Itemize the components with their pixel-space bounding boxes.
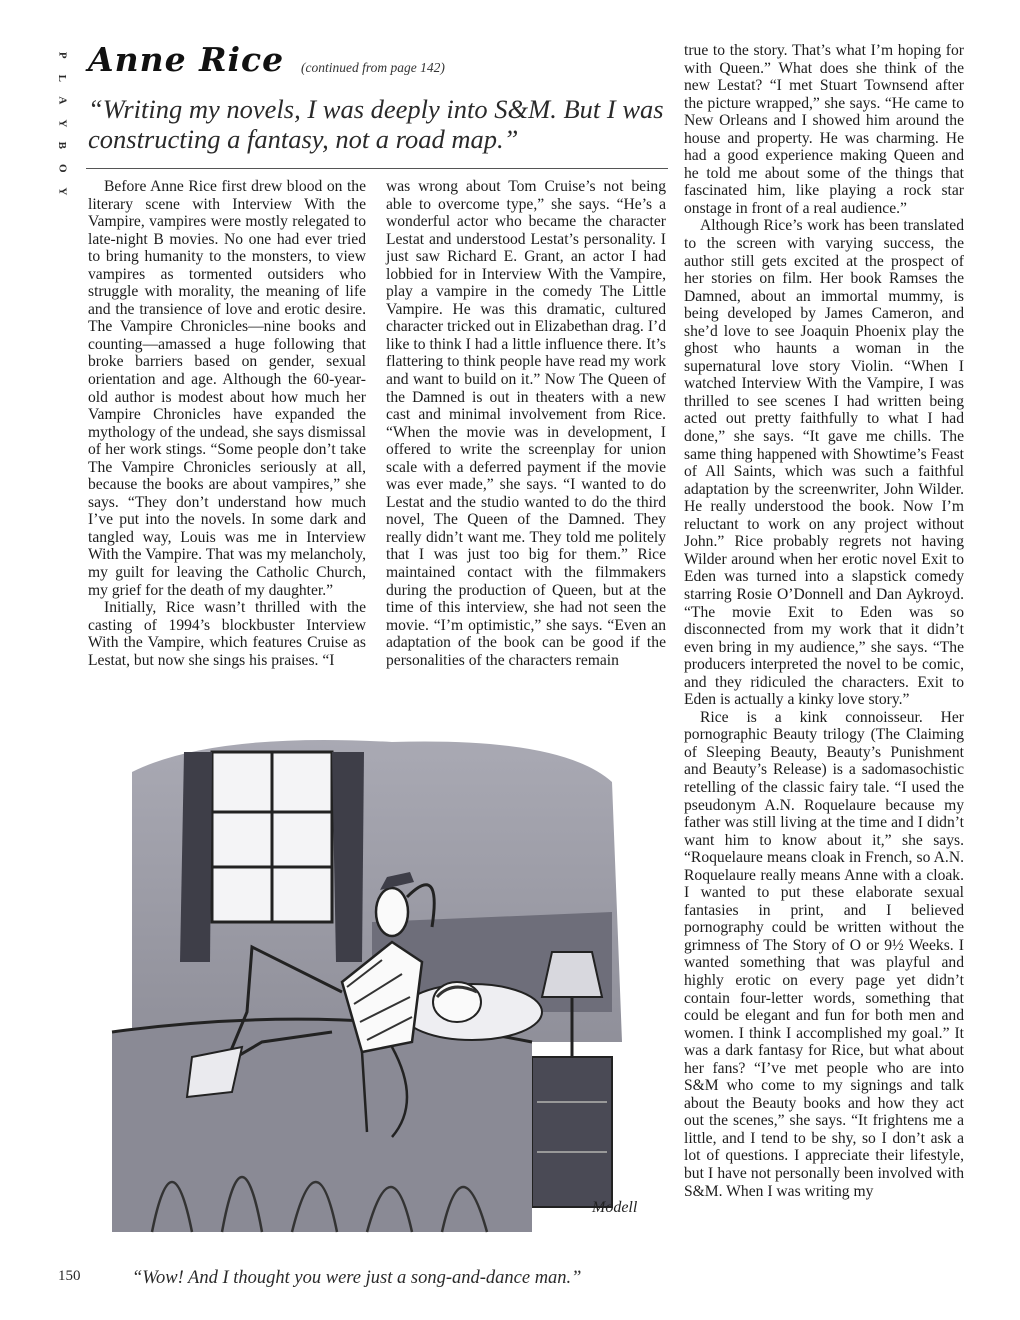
paragraph: Before Anne Rice first drew blood on the literary scene with Interview With the Vampire, vampires were mostly relegated to late-night B movies. No one had ever tried to bring humanity to the monsters, to view vampires as tormented outsiders who struggle with morality, the meaning of life and the transience of love and erotic desire. The Vampire Chronicles—nine books and counting—amassed a huge following that broke barriers based on gender, sexual orientation and age. Although the 60-year-old author is modest about how much her Vampire Chronicles have expanded the mythology of the undead, she says dismissal of her work stings. “Some people don’t take The Vampire Chronicles seriously at all, because the books are about vampires,” she says. “They don’t understand how much I’ve put into the novels. In some dark and tangled way, Louis was me in Interview With the Vampire. That was my melancholy, my guilt for leaving the Catholic Church, my grief for the death of my daughter.” [88, 178, 366, 599]
sidebar-letter: O [56, 163, 69, 173]
paragraph: Although Rice’s work has been translated to the screen with varying success, the author still gets excited at the prospect of her stories on film. Her book Ramses the Damned, about an immortal mummy, is being developed by James Cameron, and she’d love to see Joaquin Phoenix play the ghost who haunts a woman in the supernatural love story Violin. “When I watched Interview With the Vampire, I was thrilled to see scenes I had written being acted out pretty faithfully to what I had done,” she says. “It gave me chills. The same thing happened with Showtime’s Feast of All Saints, which was such a faithful adaptation by the screenwriter, John Wilder. He really understood the book. Now I’m reluctant to work on any project without John.” Rice probably regrets not having Wilder around when her erotic novel Exit to Eden was turned into a slapstick comedy starring Rosie O’Donnell and Dan Aykroyd. “The movie Exit to Eden was so disconnected from my work that it didn’t even bring in my audience,” she says. “The producers interpreted the novel to be comic, and they ridiculed the characters. Exit to Eden is actually a kinky love story.” [684, 217, 964, 709]
sidebar-letter: B [56, 142, 69, 150]
paragraph: was wrong about Tom Cruise’s not being able to overcome type,” she says. “He’s a wonderful actor who became the character Lestat and understood Lestat’s personality. I just saw Richard E. Grant, an actor I had lobbied for in Interview With the Vampire, play a vampire in the comedy The Little Vampire. He was this dramatic, cultured character tricked out in Elizabethan drag. I’d like to think I had a little influence there. It’s flattering to think people have read my work and want to build on it.” Now The Queen of the Damned is out in theaters with a new cast and minimal involvement from Rice. “When the movie was in development, I offered to write the screenplay for union scale with a deferred payment if the movie was ever made,” she says. “I wanted to do Lestat and the studio wanted to do the third novel, The Queen of the Damned. They really didn’t want me. They told me politely that I was just too big for them.” Rice maintained contact with the filmmakers during the production of Queen, but at the time of this interview, she had not seen the movie. “I’m optimistic,” she says. “Even an adaptation of the book can be good if the personalities of the characters remain [386, 178, 666, 669]
cartoon-illustration [92, 712, 644, 1247]
article-column-1 [88, 178, 366, 669]
paragraph: Initially, Rice wasn’t thrilled with the casting of 1994’s blockbuster Interview With the Vampire, which features Cruise as Lestat, but now she sings his praises. “I [88, 599, 366, 669]
sidebar-letter: Y [56, 119, 69, 128]
pull-quote: “Writing my novels, I was deeply into S&M. But I was constructing a fantasy, not a road map.” [88, 94, 664, 154]
article-column-3 [684, 42, 964, 1200]
artist-signature: Modell [592, 1199, 638, 1216]
sidebar-letter: Y [56, 186, 69, 195]
sidebar-letter: A [56, 96, 69, 105]
article-header [88, 40, 668, 84]
paragraph: Rice is a kink connoisseur. Her pornographic Beauty trilogy (The Claiming of Sleeping Beauty, Beauty’s Punishment and Beauty’s Release) is a sadomasochistic retelling of the classic fairy tale. “I used the pseudonym A.N. Roquelaure because my father was still living at the time and I didn’t want him to know about it,” she says. “Roquelaure means cloak in French, so A.N. Roquelaure really means Anne with a cloak. I wanted to put these elaborate sexual fantasies in print, and I believed pornography could be written without the grimness of The Story of O or 9½ Weeks. I wanted something that was playful and highly erotic on every page yet didn’t contain four-letter words, something that could be elegant and fun for both men and women. I think I accomplished my goal.” It was a dark fantasy for Rice, but what about her fans? “I’ve met people who are into S&M who come to my signings and talk about the Beauty books and how they act out the scenes,” she says. “It frightens me a little, and I tend to be shy, so I don’t ask a lot of questions. I appreciate their lifestyle, but I have not personally been involved with S&M. When I was writing my [684, 708, 964, 1200]
cartoon-drawing [92, 712, 644, 1247]
paragraph: true to the story. That’s what I’m hoping for with Queen.” What does she think of the new Lestat? “I met Stuart Townsend after the picture wrapped,” she says. “He came to New Orleans and I showed him around the house and property. He was charming. He had a good experience making Queen and he told me about some of the things that fascinated him, like playing a rock star onstage in front of a real audience.” [684, 42, 964, 217]
sidebar-letter: P [56, 51, 69, 59]
cartoon-caption: “Wow! And I thought you were just a song-and-dance man.” [132, 1268, 582, 1288]
author-title: Anne Rice [88, 40, 285, 79]
page-number: 150 [58, 1268, 81, 1284]
article-column-2 [386, 178, 666, 669]
continued-note: (continued from page 142) [301, 60, 445, 75]
sidebar-letter: L [56, 74, 69, 82]
header-divider [86, 168, 668, 169]
magazine-sidebar-label [53, 44, 71, 202]
